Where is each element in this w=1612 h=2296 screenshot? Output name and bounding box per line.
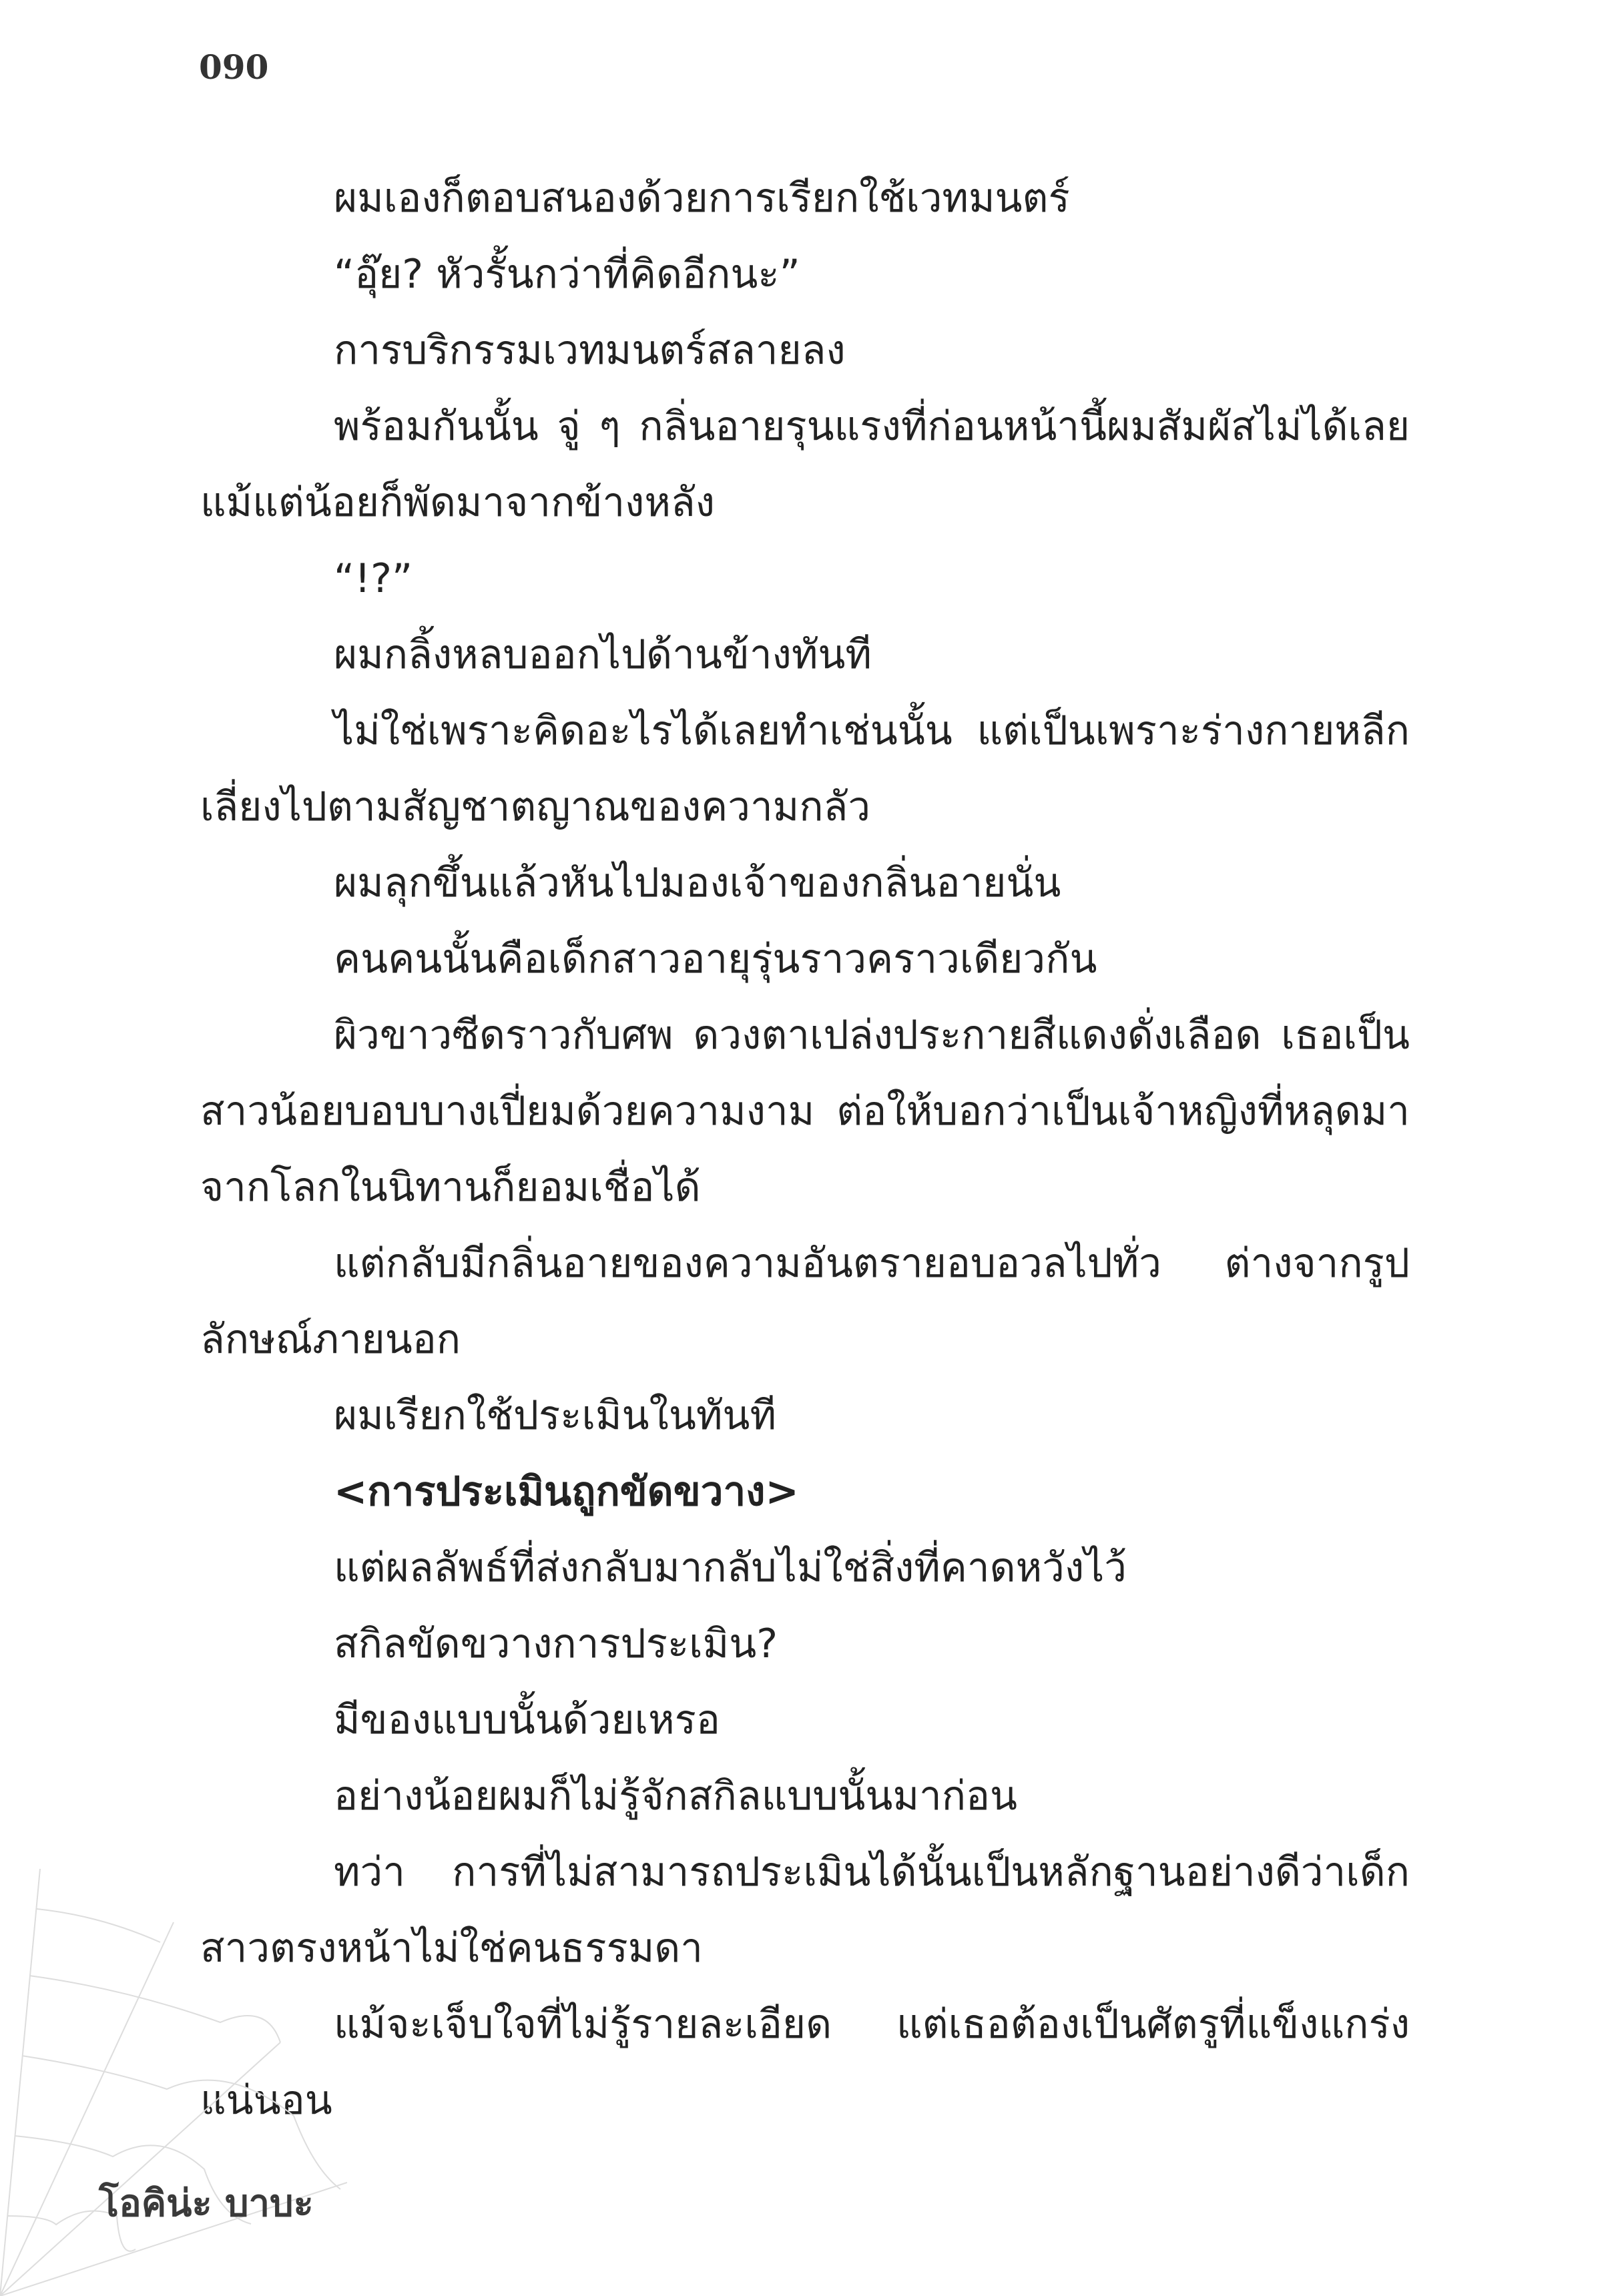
page-number: 090 [199,47,269,87]
paragraph: ผมกลิ้งหลบออกไปด้านข้างทันที [334,631,872,678]
paragraph: แต่ผลลัพธ์ที่ส่งกลับมากลับไม่ใช่สิ่งที่คาดหวังไว้ [334,1544,1127,1591]
author-name: โอคิน่ะ บาบะ [99,2182,314,2225]
paragraph: ผมเองก็ตอบสนองด้วยการเรียกใช้เวทมนตร์ [334,175,1070,222]
paragraph: ไม่ใช่เพราะคิดอะไรได้เลยทำเช่นนั้น แต่เป็นเพราะร่างกายหลีกเลี่ยงไปตามสัญชาตญาณของความกลัว [200,707,1410,830]
paragraph: “อุ๊ย? หัวรั้นกว่าที่คิดอีกนะ” [334,251,800,298]
paragraph: อย่างน้อยผมก็ไม่รู้จักสกิลแบบนั้นมาก่อน [334,1773,1018,1819]
paragraph: การบริกรรมเวทมนตร์สลายลง [334,327,846,374]
spider-web-icon [0,1869,347,2296]
paragraph: “!?” [334,555,413,602]
paragraph: ผิวขาวซีดราวกับศพ ดวงตาเปล่งประกายสีแดงดั่งเลือด เธอเป็นสาวน้อยบอบบางเปี่ยมด้วยความงาม ต่อให้บอกว่าเป็นเจ้าหญิงที่หลุดมาจากโลกในนิทานก็ยอมเชื่อได้ [200,1012,1410,1211]
paragraph: แม้จะเจ็บใจที่ไม่รู้รายละเอียด แต่เธอต้องเป็นศัตรูที่แข็งแกร่งแน่นอน [200,2001,1410,2124]
paragraph: ทว่า การที่ไม่สามารถประเมินได้นั้นเป็นหลักฐานอย่างดีว่าเด็กสาวตรงหน้าไม่ใช่คนธรรมดา [200,1849,1410,1972]
body-text [200,160,1410,2138]
system-message: <การประเมินถูกขัดขวาง> [334,1468,799,1515]
paragraph: ผมเรียกใช้ประเมินในทันที [334,1392,776,1439]
paragraph: คนคนนั้นคือเด็กสาวอายุรุ่นราวคราวเดียวกัน [334,936,1097,982]
paragraph: แต่กลับมีกลิ่นอายของความอันตรายอบอวลไปทั่ว ต่างจากรูปลักษณ์ภายนอก [200,1240,1410,1363]
paragraph: สกิลขัดขวางการประเมิน? [334,1621,778,1667]
paragraph: พร้อมกันนั้น จู่ ๆ กลิ่นอายรุนแรงที่ก่อนหน้านี้ผมสัมผัสไม่ได้เลยแม้แต่น้อยก็พัดมาจากข้างหลัง [200,403,1410,526]
paragraph: มีของแบบนั้นด้วยเหรอ [334,1697,720,1743]
paragraph: ผมลุกขึ้นแล้วหันไปมองเจ้าของกลิ่นอายนั่น [334,860,1061,906]
